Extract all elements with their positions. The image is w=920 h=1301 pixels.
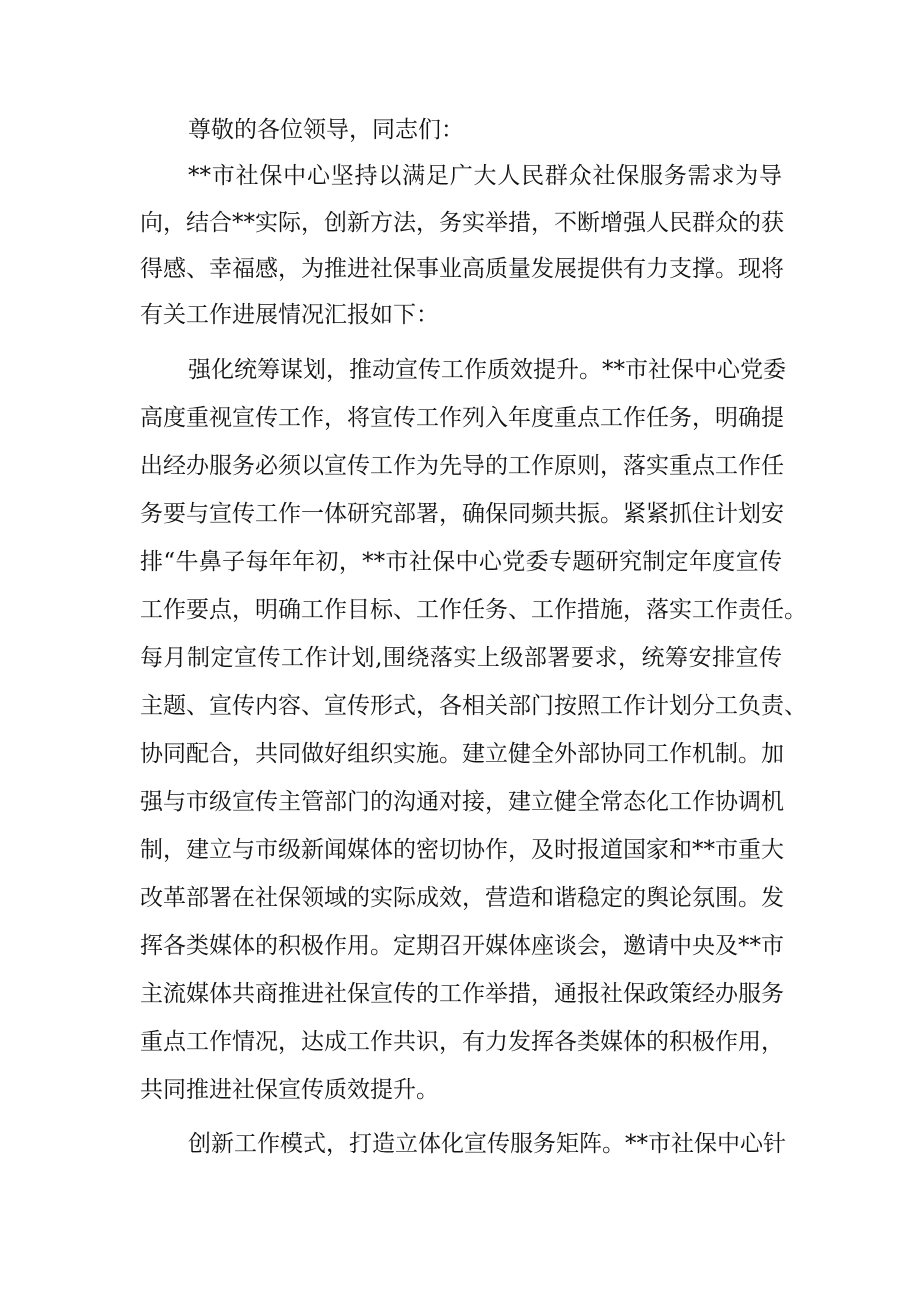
paragraph-line: 有关工作进展情况汇报如下： — [140, 302, 439, 328]
paragraph-line: 共同推进社保宣传质效提升。 — [140, 1077, 439, 1103]
paragraph-line: 强与市级宣传主管部门的沟通对接，建立健全常态化工作协调机 — [140, 789, 784, 815]
paragraph-line: 排“牛鼻子每年年初，**市社保中心党委专题研究制定年度宣传 — [140, 549, 782, 575]
paragraph-line: 协同配合，共同做好组织实施。建立健全外部协同工作机制。加 — [140, 741, 784, 767]
paragraph-line: 主流媒体共商推进社保宣传的工作举措，通报社保政策经办服务 — [140, 981, 784, 1007]
paragraph-line: 重点工作情况，达成工作共识，有力发挥各类媒体的积极作用， — [140, 1029, 784, 1055]
paragraph-line: **市社保中心坚持以满足广大人民群众社保服务需求为导 — [188, 163, 782, 189]
paragraph-line: 每月制定宣传工作计划,围绕落实上级部署要求，统筹安排宣传 — [140, 645, 782, 671]
paragraph-line: 得感、幸福感，为推进社保事业高质量发展提供有力支撑。现将 — [140, 256, 784, 282]
paragraph-line: 改革部署在社保领域的实际成效，营造和谐稳定的舆论氛围。发 — [140, 885, 784, 911]
paragraph-line: 出经办服务必须以宣传工作为先导的工作原则，落实重点工作任 — [140, 453, 784, 479]
paragraph-line: 主题、宣传内容、宣传形式，各相关部门按照工作计划分工负责、 — [140, 693, 807, 719]
paragraph-line: 务要与宣传工作一体研究部署，确保同频共振。紧紧抓住计划安 — [140, 501, 784, 527]
paragraph-line: 挥各类媒体的积极作用。定期召开媒体座谈会，邀请中央及**市 — [140, 933, 784, 959]
paragraph-line: 向，结合**实际，创新方法，务实举措，不断增强人民群众的获 — [140, 210, 784, 236]
paragraph-line: 制，建立与市级新闻媒体的密切协作，及时报道国家和**市重大 — [140, 837, 784, 863]
paragraph-line: 高度重视宣传工作，将宣传工作列入年度重点工作任务，明确提 — [140, 405, 784, 431]
paragraph-line: 强化统筹谋划，推动宣传工作质效提升。**市社保中心党委 — [188, 357, 786, 383]
paragraph-line: 创新工作模式，打造立体化宣传服务矩阵。**市社保中心针 — [188, 1131, 786, 1157]
paragraph-line: 工作要点，明确工作目标、工作任务、工作措施，落实工作责任。 — [140, 597, 807, 623]
salutation-line: 尊敬的各位领导，同志们： — [188, 117, 464, 143]
